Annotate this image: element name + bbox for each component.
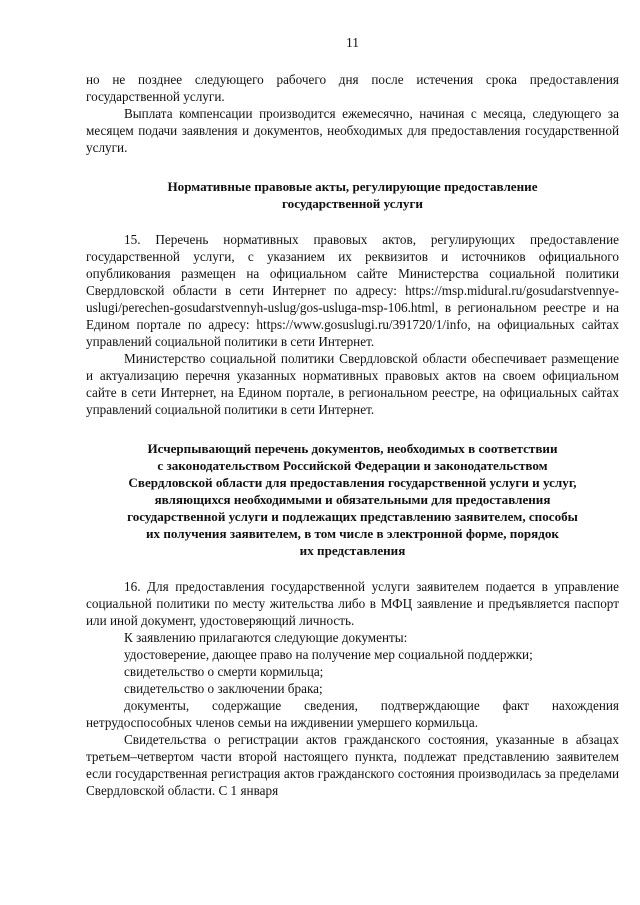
document-list-item: свидетельство о смерти кормильца; [124, 664, 324, 679]
paragraph-section-16: 16. Для предоставления государственной услуги заявителем подается в управление социальной политики по месту жительства либо в МФЦ заявление и предъявляется паспорт или иной документ, удостоверяющий личность. [86, 579, 619, 628]
document-content [86, 34, 619, 799]
paragraph-ministry-publication: Министерство социальной политики Свердловской области обеспечивает размещение и актуализацию перечня указанных нормативных правовых актов на своем официальном сайте в сети Интернет, на Едином портале, в региональном реестре, на официальных сайтах управлений социальной политики в сети Интернет. [86, 351, 619, 417]
heading-normative-acts-line: Нормативные правовые акты, регулирующие предоставление [167, 179, 538, 194]
heading-required-documents-line: с законодательством Российской Федерации и законодательством [157, 458, 548, 473]
paragraph-continuation: но не позднее следующего рабочего дня после истечения срока предоставления государственной услуги. [86, 72, 619, 104]
heading-required-documents-line: их представления [299, 543, 406, 558]
paragraph-attached-documents: К заявлению прилагаются следующие документы: [124, 630, 408, 645]
document-list-item: документы, содержащие сведения, подтверждающие факт нахождения нетрудоспособных членов семьи на иждивении умершего кормильца. [86, 698, 619, 730]
heading-required-documents-line: их получения заявителем, в том числе в электронной форме, порядок [146, 526, 559, 541]
document-list-item: свидетельство о заключении брака; [124, 681, 323, 696]
heading-required-documents-line: Свердловской области для предоставления государственной услуги и услуг, [128, 475, 577, 490]
heading-required-documents-line: государственной услуги и подлежащих представлению заявителем, способы [127, 509, 578, 524]
heading-required-documents [86, 440, 619, 559]
heading-required-documents-line: Исчерпывающий перечень документов, необходимых в соответствии [147, 441, 558, 456]
paragraph-section-15: 15. Перечень нормативных правовых актов, регулирующих предоставление государственной услуги, с указанием их реквизитов и источников официального опубликования размещен на официальном сайте Министерства социальной политики Свердловской области в сети Интернет по адресу: https://msp.midural.ru/gosudarstvennye-uslugi/perechen-gosudarstvennyh-uslug/gos-usluga-msp-106.html, в региональном реестре и на Едином портале по адресу: https://www.gosuslugi.ru/391720/1/info, на официальных сайтах управлений социальной политики в сети Интернет. [86, 232, 619, 349]
heading-normative-acts [86, 178, 619, 212]
paragraph-compensation-payment: Выплата компенсации производится ежемесячно, начиная с месяца, следующего за месяцем подачи заявления и документов, необходимых для предоставления государственной услуги. [86, 106, 619, 155]
document-list-item: удостоверение, дающее право на получение мер социальной поддержки; [124, 647, 533, 662]
heading-required-documents-line: являющихся необходимыми и обязательными для предоставления [154, 492, 551, 507]
paragraph-civil-registration: Свидетельства о регистрации актов гражданского состояния, указанные в абзацах третьем–четвертом части второй настоящего пункта, подлежат представлению заявителем если государственная регистрация актов гражданского состояния производилась за пределами Свердловской области. С 1 января [86, 732, 619, 798]
page-number: 11 [346, 35, 359, 50]
heading-normative-acts-line: государственной услуги [282, 196, 423, 211]
